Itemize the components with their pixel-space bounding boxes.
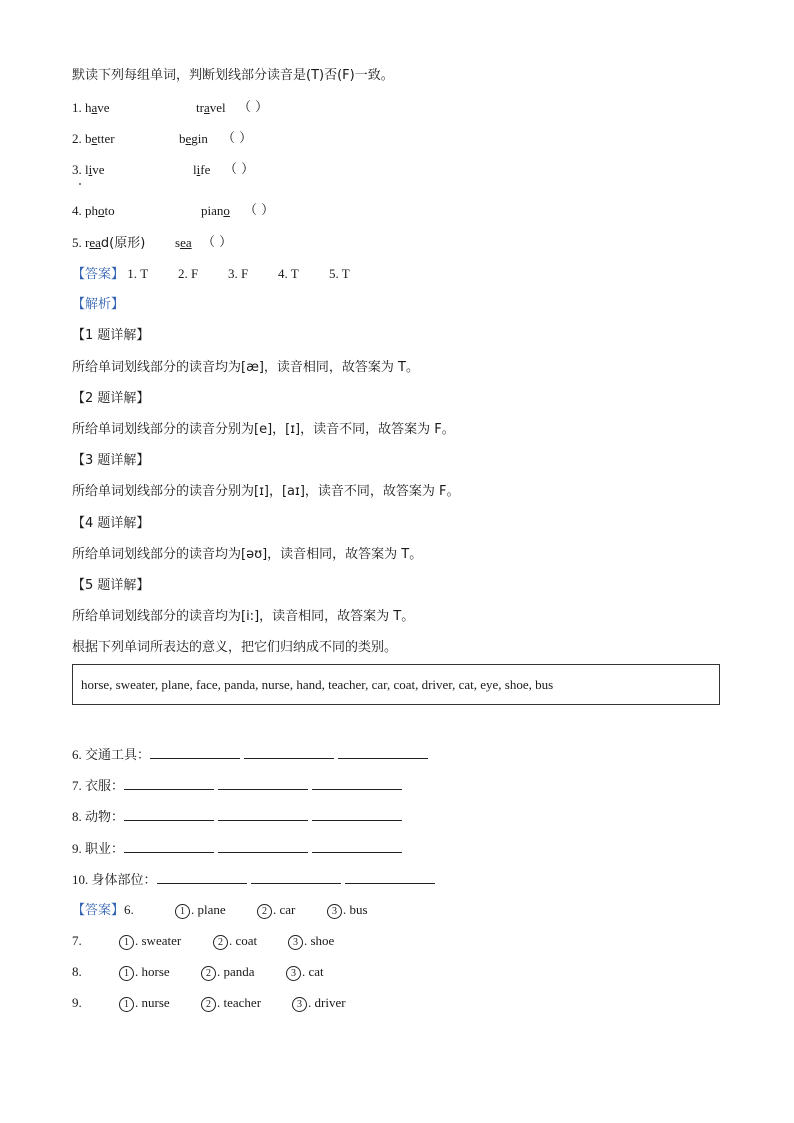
blank-field[interactable]	[244, 745, 334, 759]
question-2: 2. better begin （ ）	[72, 131, 253, 146]
answer-row-7: 7. 1 . sweater 2 . coat 3 . shoe	[72, 933, 335, 948]
answer-paren: （ ）	[202, 235, 233, 250]
blank-field[interactable]	[218, 776, 308, 790]
detail-1-head: 【1 题详解】	[72, 328, 150, 343]
answer-paren: （ ）	[244, 203, 275, 218]
detail-5-head: 【5 题详解】	[72, 578, 150, 593]
blank-field[interactable]	[312, 839, 402, 853]
answer-tag: 【答案】	[72, 903, 125, 918]
detail-2-head: 【2 题详解】	[72, 391, 150, 406]
answer-tag: 【答案】	[72, 267, 125, 282]
word-list: horse, sweater, plane, face, panda, nurse, hand, teacher, car, coat, driver, cat, eye, shoe, bus	[81, 677, 554, 692]
blank-field[interactable]	[124, 839, 214, 853]
answer-row-6: 【答案】6. 1 . plane 2 . car 3 . bus	[72, 902, 368, 918]
answer-row-9: 9. 1 . nurse 2 . teacher 3 . driver	[72, 995, 346, 1010]
blank-field[interactable]	[312, 807, 402, 821]
blank-field[interactable]	[338, 745, 428, 759]
answer-paren: （ ）	[224, 162, 255, 177]
detail-5-body: 所给单词划线部分的读音均为[i:]，读音相同，故答案为 T。	[72, 609, 415, 624]
answer-line-1: 【答案】 1. T 2. F 3. F 4. T 5. T	[72, 266, 350, 282]
blank-field[interactable]	[218, 839, 308, 853]
blank-field[interactable]	[157, 870, 247, 884]
question-4: 4. photo piano （ ）	[72, 203, 275, 218]
detail-1-body: 所给单词划线部分的读音均为[æ]，读音相同，故答案为 T。	[72, 360, 419, 375]
answer-paren: （ ）	[222, 131, 253, 146]
instruction-2: 根据下列单词所表达的意义，把它们归纳成不同的类别。	[72, 640, 398, 655]
detail-3-body: 所给单词划线部分的读音分别为[ɪ]，[aɪ]，读音不同，故答案为 F。	[72, 484, 460, 499]
detail-3-head: 【3 题详解】	[72, 453, 150, 468]
detail-2-body: 所给单词划线部分的读音分别为[e]，[ɪ]，读音不同，故答案为 F。	[72, 422, 455, 437]
question-number: 1.	[72, 100, 82, 115]
blank-field[interactable]	[345, 870, 435, 884]
instruction-1: 默读下列每组单词，判断划线部分读音是(T)否(F)一致。	[72, 68, 394, 83]
blank-field[interactable]	[124, 807, 214, 821]
answer-paren: （ ）	[238, 100, 269, 115]
blank-field[interactable]	[150, 745, 240, 759]
blank-field[interactable]	[251, 870, 341, 884]
detail-4-head: 【4 题详解】	[72, 516, 150, 531]
detail-4-body: 所给单词划线部分的读音均为[əʊ]，读音相同，故答案为 T。	[72, 547, 423, 562]
question-1: 1. have travel （ ）	[72, 100, 269, 115]
question-5: 5. read(原形) sea （ ）	[72, 235, 233, 251]
category-10: 10. 身体部位：	[72, 870, 439, 890]
category-8: 8. 动物：	[72, 807, 406, 827]
analysis-tag: 【解析】	[72, 297, 125, 312]
word-box	[72, 664, 720, 705]
category-9: 9. 职业：	[72, 839, 406, 859]
blank-field[interactable]	[124, 776, 214, 790]
blank-field[interactable]	[312, 776, 402, 790]
answer-row-8: 8. 1 . horse 2 . panda 3 . cat	[72, 964, 324, 979]
stray-dot	[79, 183, 81, 185]
question-3: 3. live life （ ）	[72, 162, 255, 177]
blank-field[interactable]	[218, 807, 308, 821]
category-7: 7. 衣服：	[72, 776, 406, 796]
category-6: 6. 交通工具：	[72, 745, 432, 765]
